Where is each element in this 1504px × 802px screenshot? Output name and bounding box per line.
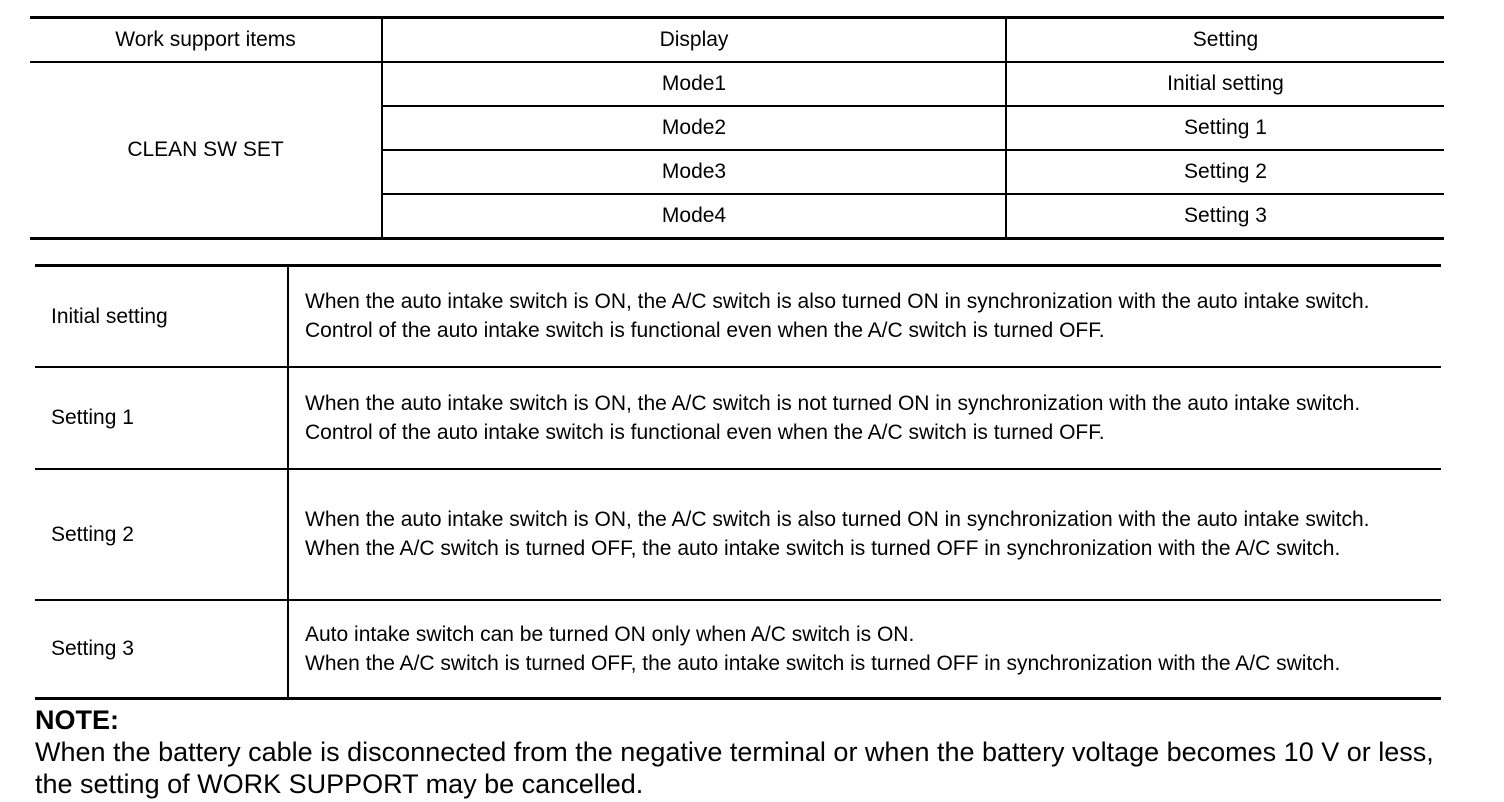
work-support-header-row [30, 18, 1444, 63]
setting-label: Setting 2 [35, 469, 288, 600]
header-work-support-items: Work support items [30, 18, 382, 63]
setting-description [288, 367, 1441, 469]
description-line: When the auto intake switch is ON, the A/C switch is also turned ON in synchronization with the auto intake switch. [305, 290, 1370, 314]
table-row [35, 266, 1441, 367]
note-block [35, 704, 1475, 800]
table-row [35, 469, 1441, 600]
work-support-table [30, 16, 1444, 240]
setting-description [288, 266, 1441, 367]
description-line: Control of the auto intake switch is functional even when the A/C switch is turned OFF. [305, 319, 1105, 343]
setting-label: Initial setting [35, 266, 288, 367]
setting-cell: Initial setting [1006, 62, 1444, 106]
description-line: When the auto intake switch is ON, the A/C switch is also turned ON in synchronization with the auto intake switch. [305, 508, 1370, 531]
header-setting: Setting [1006, 18, 1444, 63]
description-line: When the auto intake switch is ON, the A/C switch is not turned ON in synchronization with the auto intake switch. [305, 391, 1361, 415]
table-row [35, 367, 1441, 469]
note-title: NOTE: [35, 705, 119, 735]
display-cell: Mode2 [382, 106, 1006, 150]
display-cell: Mode1 [382, 62, 1006, 106]
setting-cell: Setting 2 [1006, 150, 1444, 194]
setting-description [288, 600, 1441, 699]
setting-cell: Setting 1 [1006, 106, 1444, 150]
description-line: Auto intake switch can be turned ON only when A/C switch is ON. [305, 622, 915, 646]
setting-label: Setting 1 [35, 367, 288, 469]
setting-description-table [35, 264, 1441, 700]
work-support-item-clean-sw-set: CLEAN SW SET [30, 62, 382, 239]
display-cell: Mode3 [382, 150, 1006, 194]
setting-label: Setting 3 [35, 600, 288, 699]
description-line: When the A/C switch is turned OFF, the auto intake switch is turned OFF in synchronization with the A/C switch. [305, 651, 1341, 675]
header-display: Display [382, 18, 1006, 63]
note-text: When the battery cable is disconnected from the negative terminal or when the battery voltage becomes 10 V or less, the setting of WORK SUPPORT may be cancelled. [35, 737, 1434, 799]
setting-cell: Setting 3 [1006, 194, 1444, 239]
description-line: Control of the auto intake switch is functional even when the A/C switch is turned OFF. [305, 420, 1105, 444]
table-row [35, 600, 1441, 699]
display-cell: Mode4 [382, 194, 1006, 239]
description-line: When the A/C switch is turned OFF, the auto intake switch is turned OFF in synchronization with the A/C switch. [305, 537, 1341, 560]
table-row [30, 62, 1444, 106]
setting-description [288, 469, 1441, 600]
